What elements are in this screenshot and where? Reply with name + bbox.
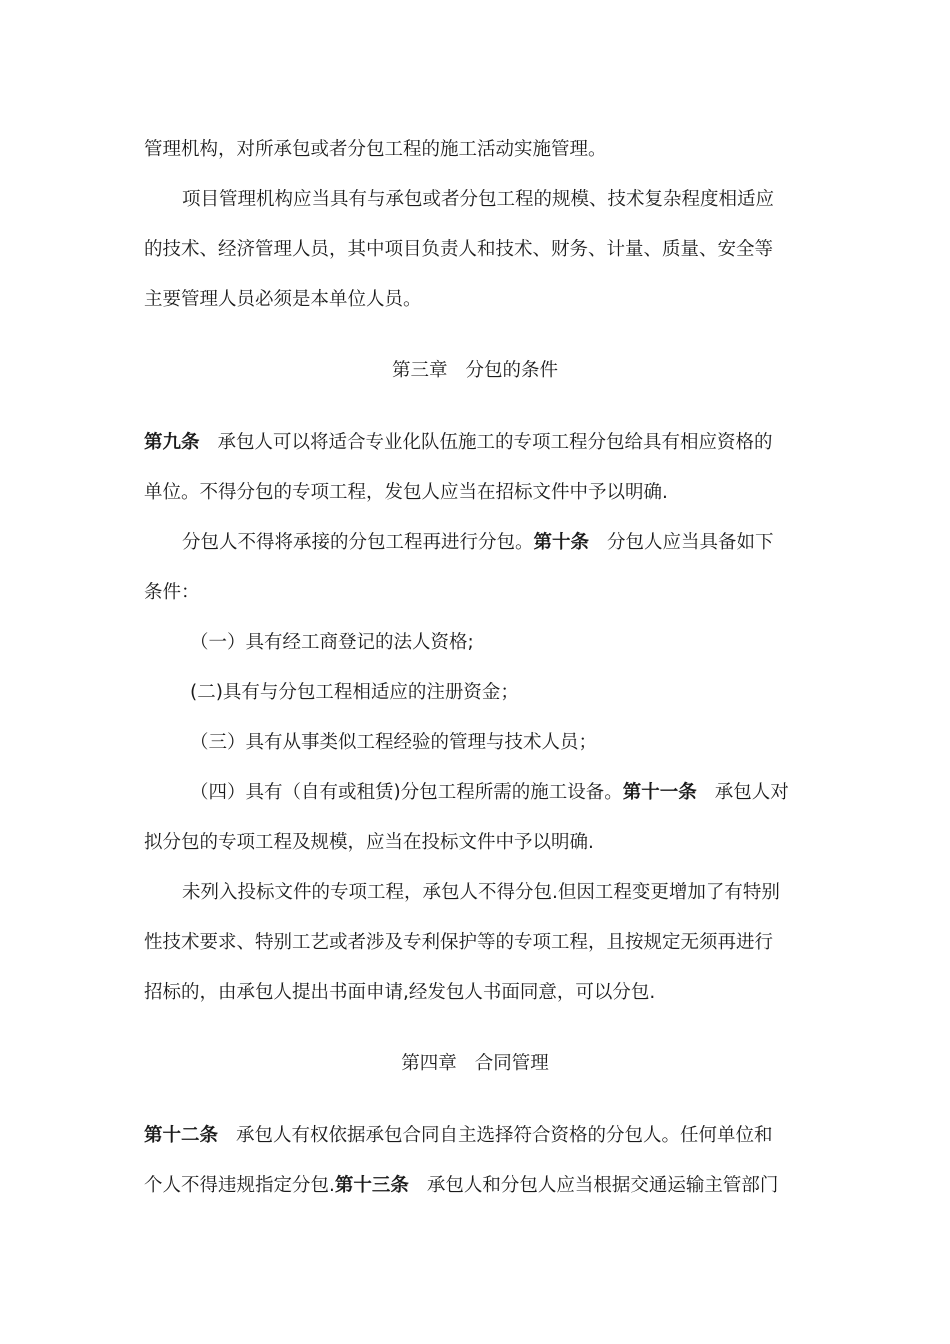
paragraph-line — [144, 930, 806, 956]
line-text: （三）具有从事类似工程经验的管理与技术人员； — [190, 732, 598, 753]
paragraph-line — [144, 830, 806, 856]
paragraph-line — [182, 187, 806, 213]
line-text: 招标的，由承包人提出书面申请,经发包人书面同意，可以分包. — [144, 982, 656, 1003]
line-text: 承包人可以将适合专业化队伍施工的专项工程分包给具有相应资格的 — [217, 432, 773, 453]
line-text: （一）具有经工商登记的法人资格; — [190, 632, 474, 653]
paragraph-line — [144, 287, 806, 313]
line-text: 项目管理机构应当具有与承包或者分包工程的规模、技术复杂程度相适应 — [182, 189, 775, 210]
list-item — [190, 730, 806, 756]
line-text: 条件： — [144, 582, 200, 603]
line-text: 拟分包的专项工程及规模，应当在投标文件中予以明确. — [144, 832, 594, 853]
paragraph-line — [144, 480, 806, 506]
line-text: 的技术、经济管理人员，其中项目负责人和技术、财务、计量、质量、安全等 — [144, 239, 774, 260]
chapter-number: 第四章 — [401, 1053, 457, 1074]
article-line — [144, 1123, 806, 1149]
article-number: 第十二条 — [144, 1125, 219, 1146]
line-text: 单位。不得分包的专项工程，发包人应当在招标文件中予以明确. — [144, 482, 668, 503]
line-text: 性技术要求、特别工艺或者涉及专利保护等的专项工程，且按规定无须再进行 — [144, 932, 774, 953]
line-text: 主要管理人员必须是本单位人员。 — [144, 289, 422, 310]
article-number: 第九条 — [144, 432, 200, 453]
article-number: 第十三条 — [334, 1175, 409, 1196]
line-text: 承包人有权依据承包合同自主选择符合资格的分包人。任何单位和 — [236, 1125, 773, 1146]
list-item — [190, 780, 806, 806]
line-text: 承包人对 — [714, 782, 789, 803]
line-text: 未列入投标文件的专项工程，承包人不得分包.但因工程变更增加了有特别 — [182, 882, 780, 903]
paragraph-line — [144, 980, 806, 1006]
line-text: (二)具有与分包工程相适应的注册资金； — [190, 682, 519, 703]
article-line — [144, 430, 806, 456]
chapter-number: 第三章 — [391, 360, 448, 381]
paragraph-line — [144, 237, 806, 263]
list-item — [190, 630, 806, 656]
chapter-title: 合同管理 — [474, 1053, 549, 1074]
paragraph-line — [144, 137, 806, 163]
paragraph-line — [182, 880, 806, 906]
line-text: 个人不得违规指定分包. — [144, 1175, 335, 1196]
article-number: 第十条 — [533, 532, 590, 553]
line-text: 分包人应当具备如下 — [607, 532, 774, 553]
chapter-title: 分包的条件 — [465, 360, 559, 381]
chapter-heading — [0, 358, 950, 384]
article-number: 第十一条 — [622, 782, 697, 803]
list-item — [190, 680, 806, 706]
chapter-heading — [0, 1051, 950, 1077]
line-text: 分包人不得将承接的分包工程再进行分包。 — [182, 532, 534, 553]
paragraph-line — [144, 580, 806, 606]
article-line — [182, 530, 806, 556]
article-line — [144, 1173, 806, 1199]
line-text: （四）具有（自有或租赁)分包工程所需的施工设备。 — [190, 782, 623, 803]
line-text: 管理机构，对所承包或者分包工程的施工活动实施管理。 — [144, 139, 607, 160]
line-text: 承包人和分包人应当根据交通运输主管部门 — [426, 1175, 779, 1196]
